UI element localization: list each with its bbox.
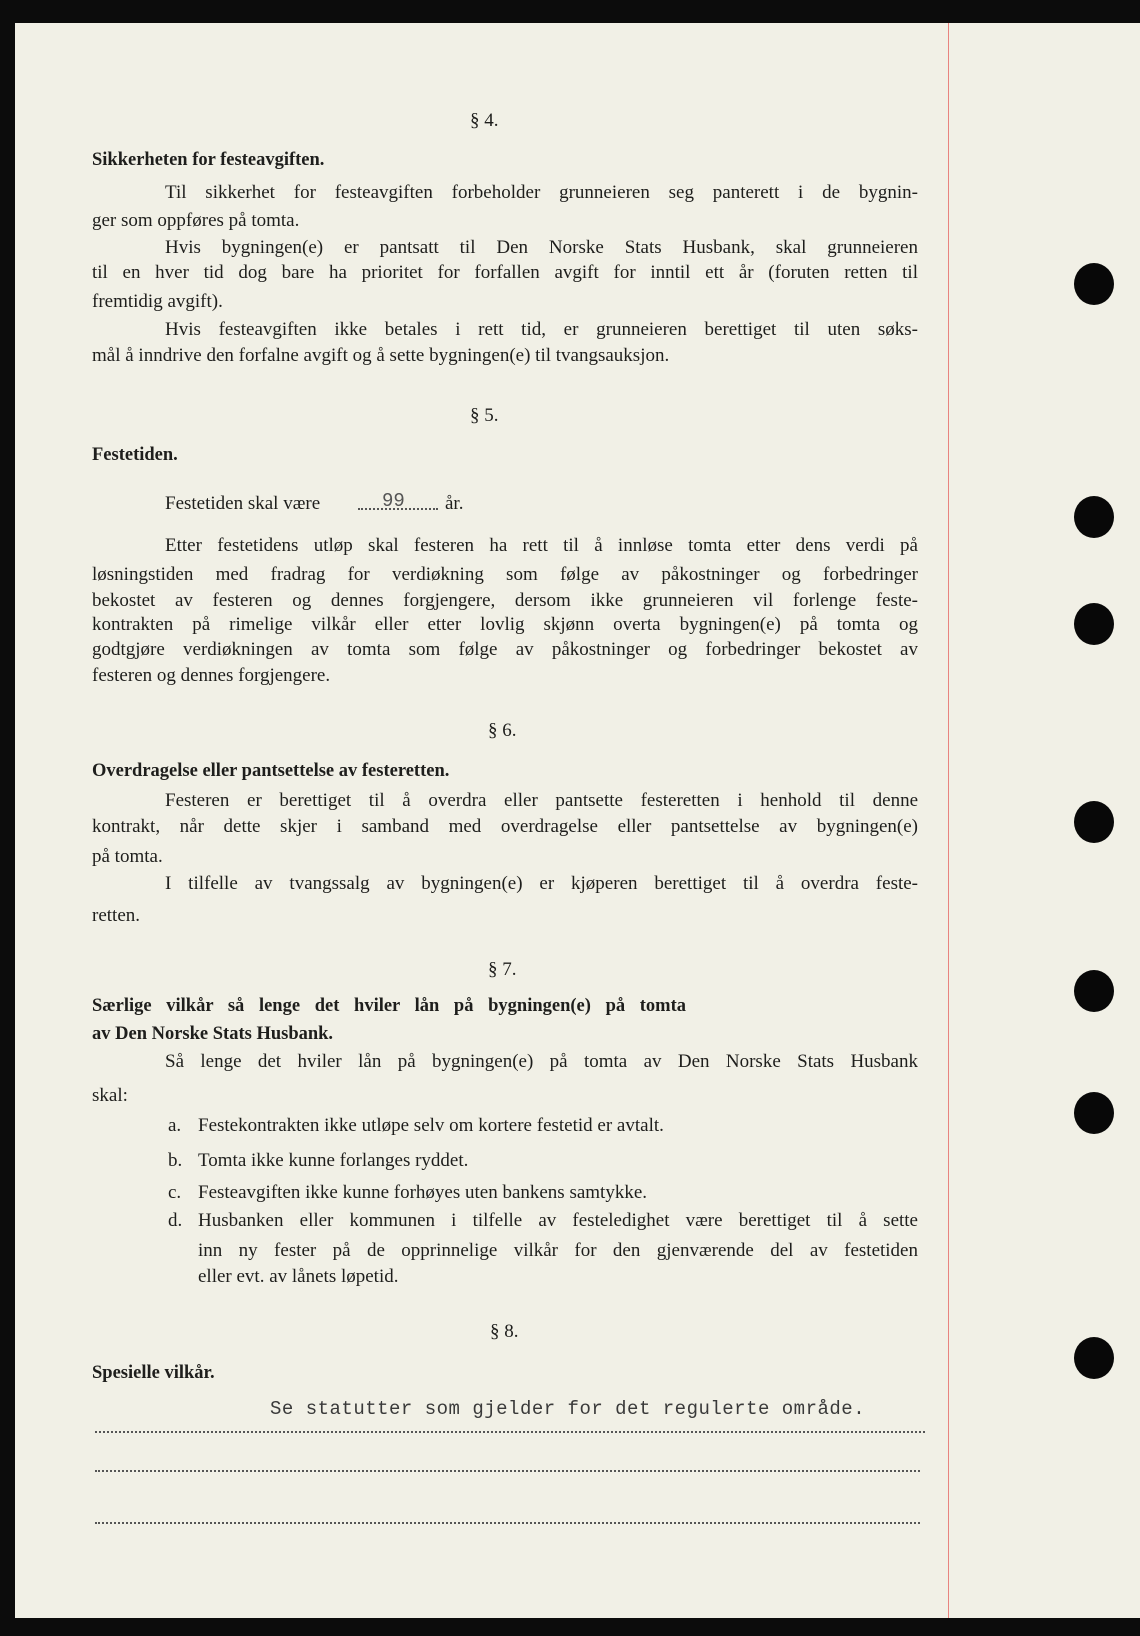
body-line: mål å inndrive den forfalne avgift og å sette bygningen(e) til tvangsauksjon.: [92, 345, 670, 366]
section-title: Spesielle vilkår.: [92, 1363, 215, 1383]
list-item-line: Tomta ikke kunne forlanges ryddet.: [198, 1150, 469, 1171]
body-line: I tilfelle av tvangssalg av bygningen(e) er kjøperen berettiget til å overdra feste-: [165, 873, 918, 894]
list-item-line: inn ny fester på de opprinnelige vilkår for den gjenværende del av festetiden: [198, 1240, 918, 1261]
list-item-line: Husbanken eller kommunen i tilfelle av festeledighet være berettiget til å sette: [198, 1210, 918, 1231]
punch-hole: [1074, 970, 1114, 1012]
term-prefix: Festetiden skal være: [165, 493, 321, 514]
body-line: ger som oppføres på tomta.: [92, 210, 300, 231]
punch-hole: [1074, 801, 1114, 843]
list-item-line: Festekontrakten ikke utløpe selv om kortere festetid er avtalt.: [198, 1115, 664, 1136]
list-marker: c.: [168, 1182, 182, 1203]
body-line: Festeren er berettiget til å overdra eller pantsette festeretten i henhold til denne: [165, 790, 918, 811]
red-margin-line: [948, 23, 949, 1618]
body-line: kontrakt, når dette skjer i samband med overdragelse eller pantsettelse av bygningen(e): [92, 816, 918, 837]
section-title: av Den Norske Stats Husbank.: [92, 1024, 334, 1044]
typed-special-terms: Se statutter som gjelder for det regulerte område.: [270, 1398, 866, 1420]
body-line: godtgjøre verdiøkningen av tomta som følge av påkostninger og forbedringer bekostet av: [92, 639, 918, 660]
list-marker: a.: [168, 1115, 182, 1136]
body-line: løsningstiden med fradrag for verdiøkning som følge av påkostninger og forbedringer: [92, 564, 918, 585]
punch-hole: [1074, 603, 1114, 645]
list-item-line: eller evt. av lånets løpetid.: [198, 1266, 399, 1287]
document-page: [15, 23, 1140, 1618]
section-heading-4: § 4.: [470, 110, 499, 131]
body-line: skal:: [92, 1085, 128, 1106]
body-line: Etter festetidens utløp skal festeren ha rett til å innløse tomta etter dens verdi på: [165, 535, 918, 556]
section-heading-6: § 6.: [488, 720, 517, 741]
section-title: Festetiden.: [92, 445, 178, 465]
body-line: kontrakten på rimelige vilkår eller etter lovlig skjønn overta bygningen(e) på tomta og: [92, 614, 918, 635]
section-heading-5: § 5.: [470, 405, 499, 426]
body-line: bekostet av festeren og dennes forgjengere, dersom ikke grunneieren vil forlenge feste-: [92, 590, 918, 611]
section-heading-7: § 7.: [488, 959, 517, 980]
list-item-line: Festeavgiften ikke kunne forhøyes uten bankens samtykke.: [198, 1182, 648, 1203]
list-marker: b.: [168, 1150, 183, 1171]
body-line: på tomta.: [92, 846, 163, 867]
body-line: fremtidig avgift).: [92, 291, 223, 312]
term-suffix: år.: [445, 493, 464, 514]
body-line: retten.: [92, 905, 141, 926]
punch-hole: [1074, 1337, 1114, 1379]
section-title: Sikkerheten for festeavgiften.: [92, 150, 325, 170]
section-heading-8: § 8.: [490, 1321, 519, 1342]
body-line: til en hver tid dog bare ha prioritet for forfallen avgift for inntil ett år (foruten retten til: [92, 262, 918, 283]
punch-hole: [1074, 496, 1114, 538]
punch-hole: [1074, 1092, 1114, 1134]
term-value: 99: [382, 490, 405, 512]
body-line: Hvis bygningen(e) er pantsatt til Den Norske Stats Husbank, skal grunneieren: [165, 237, 918, 258]
punch-hole: [1074, 263, 1114, 305]
dotted-fill-line: [95, 1522, 920, 1524]
section-title: Særlige vilkår så lenge det hviler lån på bygningen(e) på tomta: [92, 996, 686, 1016]
body-line: Så lenge det hviler lån på bygningen(e) på tomta av Den Norske Stats Husbank: [165, 1051, 918, 1072]
dotted-fill-line: [95, 1431, 925, 1433]
list-marker: d.: [168, 1210, 183, 1231]
body-line: Hvis festeavgiften ikke betales i rett tid, er grunneieren berettiget til uten søks-: [165, 319, 918, 340]
body-line: Til sikkerhet for festeavgiften forbeholder grunneieren seg panterett i de bygnin-: [165, 182, 918, 203]
section-title: Overdragelse eller pantsettelse av festeretten.: [92, 761, 450, 781]
dotted-fill-line: [95, 1470, 920, 1472]
body-line: festeren og dennes forgjengere.: [92, 665, 331, 686]
